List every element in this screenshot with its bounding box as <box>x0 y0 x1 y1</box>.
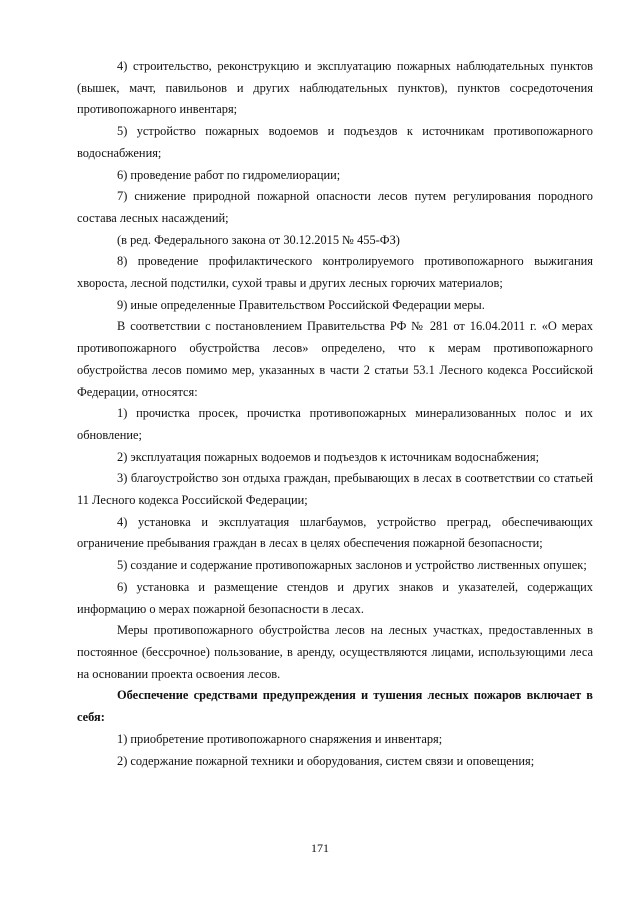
list-item-equipment-purchase: 1) приобретение противопожарного снаряжения и инвентаря; <box>117 731 443 746</box>
list-item-equipment-maintenance: 2) содержание пожарной техники и оборудования, систем связи и оповещения; <box>117 753 535 768</box>
paragraph-measure-2-reservoir-operation: 2) эксплуатация пожарных водоемов и подъездов к источникам водоснабжения; <box>117 449 540 464</box>
page-number: 171 <box>311 841 329 855</box>
paragraph-amendment-note: (в ред. Федерального закона от 30.12.2015 № 455-ФЗ) <box>117 232 400 247</box>
paragraph-item-7-fire-hazard-reduction: 7) снижение природной пожарной опасности лесов путем регулирования породного состава лесных насаждений; <box>77 189 593 225</box>
paragraph-item-9-other-measures: 9) иные определенные Правительством Российской Федерации меры. <box>117 297 485 312</box>
paragraph-measure-5-firebreaks: 5) создание и содержание противопожарных заслонов и устройство лиственных опушек; <box>117 558 587 573</box>
paragraph-item-4-observation-points: 4) строительство, реконструкцию и эксплуатацию пожарных наблюдательных пунктов (вышек, мачт, павильонов и других наблюдательных пунктов), пунктов сосредоточения противопожарного инвентаря; <box>77 59 593 117</box>
paragraph-resolution-281: В соответствии с постановлением Правительства РФ № 281 от 16.04.2011 г. «О мерах противопожарного обустройства лесов» определено, что к мерам противопожарного обустройства лесов помимо мер, указанных в части 2 статьи 53.1 Лесного кодекса Российской Федерации, относятся: <box>77 319 593 399</box>
paragraph-measure-1-clearing: 1) прочистка просек, прочистка противопожарных минерализованных полос и их обновление; <box>77 406 593 442</box>
paragraph-measure-3-recreation-zones: 3) благоустройство зон отдыха граждан, пребывающих в лесах в соответствии со статьей 11 Лесного кодекса Российской Федерации; <box>77 471 593 508</box>
paragraph-measure-6-signage: 6) установка и размещение стендов и других знаков и указателей, содержащих информацию о мерах пожарной безопасности в лесах. <box>77 579 593 616</box>
document-body <box>77 56 593 772</box>
paragraph-item-6-hydromelioration: 6) проведение работ по гидромелиорации; <box>117 167 341 182</box>
section-heading-fire-equipment: Обеспечение средствами предупреждения и тушения лесных пожаров включает в себя: <box>77 688 593 725</box>
paragraph-item-8-controlled-burning: 8) проведение профилактического контролируемого противопожарного выжигания хвороста, лесной подстилки, сухой травы и других лесных горючих материалов; <box>77 254 593 291</box>
paragraph-leased-plots: Меры противопожарного обустройства лесов на лесных участках, предоставленных в постоянное (бессрочное) пользование, в аренду, осуществляются лицами, использующими леса на основании проекта освоения лесов. <box>77 623 593 681</box>
paragraph-measure-4-barriers: 4) установка и эксплуатация шлагбаумов, устройство преград, обеспечивающих ограничение пребывания граждан в лесах в целях обеспечения пожарной безопасности; <box>77 514 593 551</box>
paragraph-item-5-water-reservoirs: 5) устройство пожарных водоемов и подъездов к источникам противопожарного водоснабжения; <box>77 124 593 160</box>
